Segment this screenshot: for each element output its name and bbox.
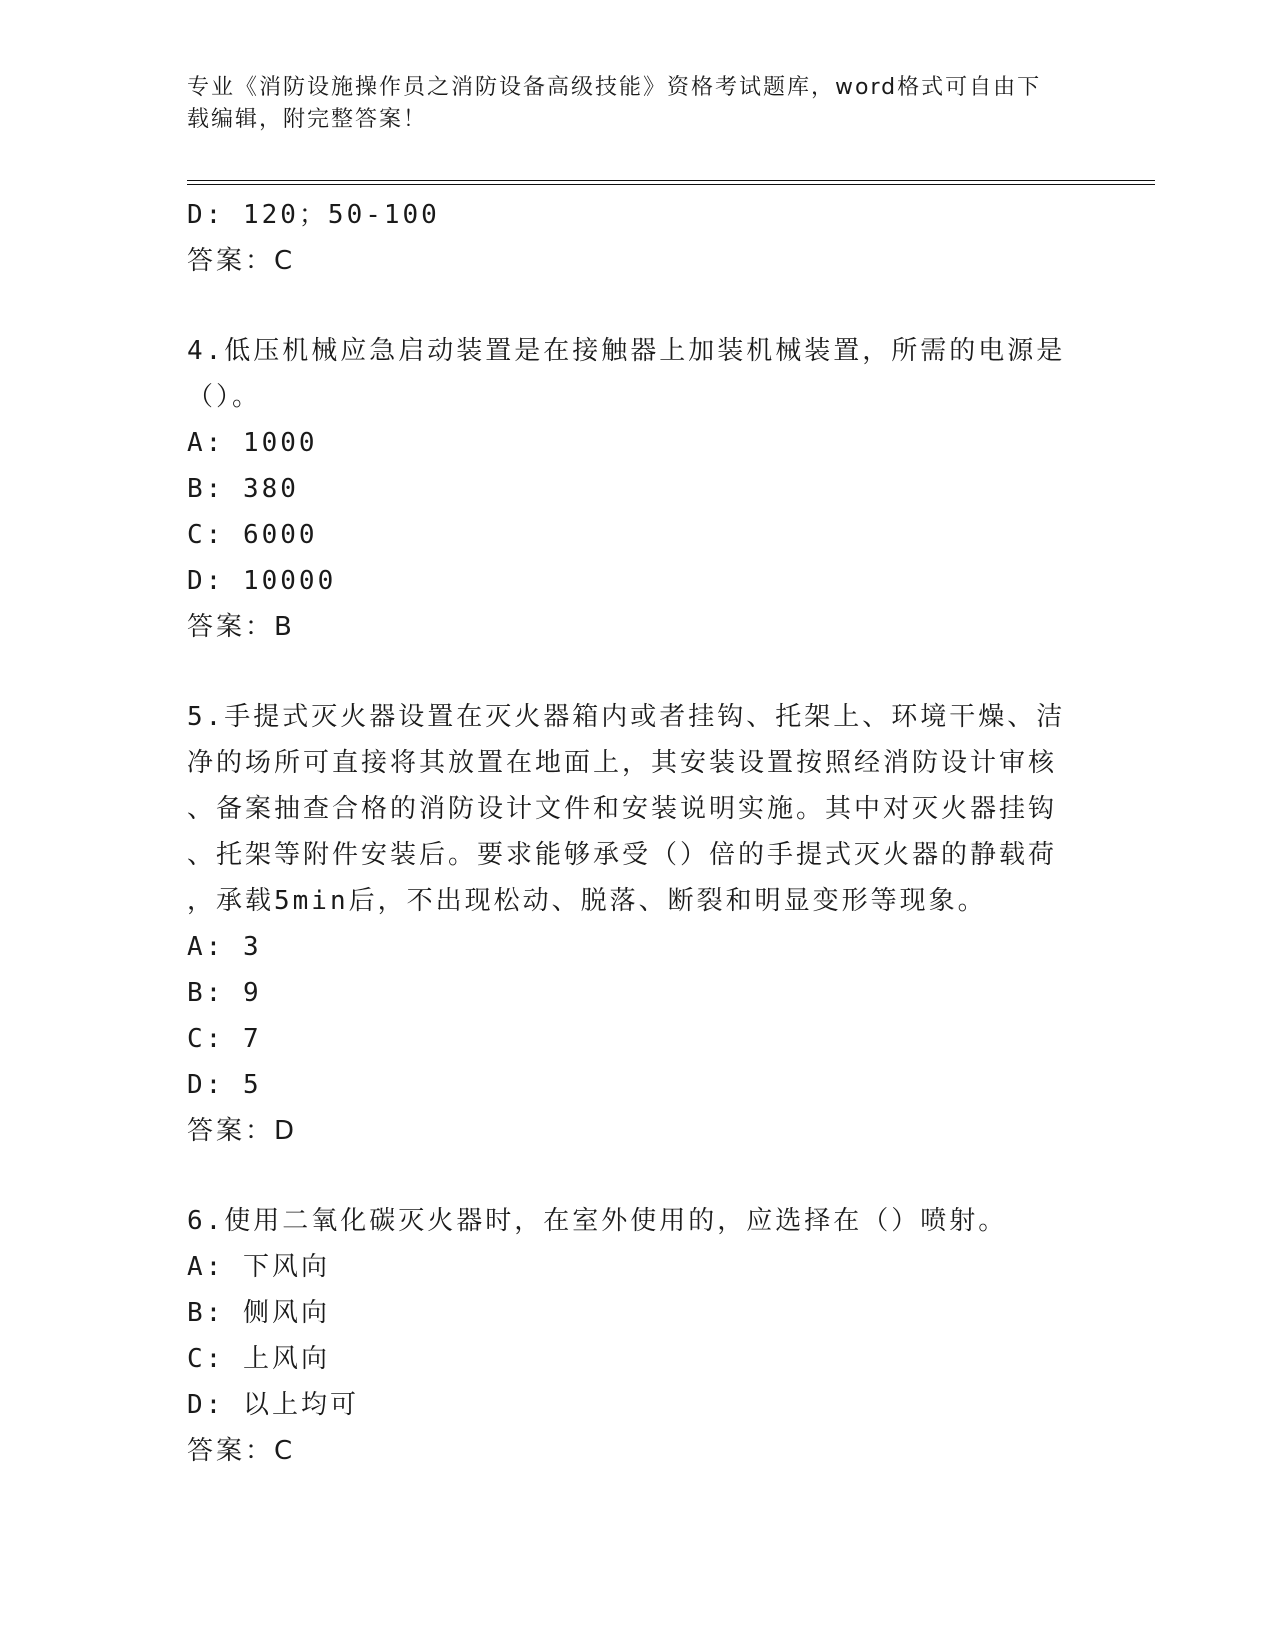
answer: 答案：B <box>187 612 295 642</box>
option-b: B: 侧风向 <box>187 1298 330 1328</box>
option-d: D: 5 <box>187 1070 262 1100</box>
stem-line: 、备案抽查合格的消防设计文件和安装说明实施。其中对灭火器挂钩 <box>187 794 1058 824</box>
document-header <box>187 72 1067 136</box>
option-b: B: 380 <box>187 474 299 504</box>
stem-line: 、托架等附件安装后。要求能够承受（）倍的手提式灭火器的静载荷 <box>187 840 1058 870</box>
option-c: C: 7 <box>187 1024 262 1054</box>
question-4 <box>187 328 1067 650</box>
stem-line: 5.手提式灭火器设置在灭火器箱内或者挂钩、托架上、环境干燥、洁 <box>187 702 1066 732</box>
carry-over-answer: 答案：C <box>187 246 296 276</box>
carry-over-option-d: D: 120；50-100 <box>187 200 440 230</box>
option-a: A: 3 <box>187 932 262 962</box>
spacer <box>187 284 1067 328</box>
question-stem <box>187 694 1067 924</box>
option-a: A: 下风向 <box>187 1252 330 1282</box>
option-b: B: 9 <box>187 978 262 1008</box>
answer: 答案：C <box>187 1436 296 1466</box>
option-c: C: 上风向 <box>187 1344 330 1374</box>
header-divider-bottom <box>187 184 1155 185</box>
option-a: A: 1000 <box>187 428 318 458</box>
answer: 答案：D <box>187 1116 298 1146</box>
spacer <box>187 650 1067 694</box>
stem-line: 4.低压机械应急启动装置是在接触器上加装机械装置，所需的电源是 <box>187 336 1066 366</box>
header-line-2: 载编辑，附完整答案！ <box>187 107 428 132</box>
header-divider-top <box>187 180 1155 181</box>
stem-line: 净的场所可直接将其放置在地面上，其安装设置按照经消防设计审核 <box>187 748 1058 778</box>
stem-line: 6.使用二氧化碳灭火器时，在室外使用的，应选择在（）喷射。 <box>187 1206 1008 1236</box>
stem-line: （）。 <box>187 382 262 412</box>
spacer <box>187 1154 1067 1198</box>
question-6 <box>187 1198 1067 1474</box>
stem-line: ，承载5min后，不出现松动、脱落、断裂和明显变形等现象。 <box>187 886 987 916</box>
option-d: D: 10000 <box>187 566 337 596</box>
option-c: C: 6000 <box>187 520 318 550</box>
question-list <box>187 192 1067 1474</box>
header-line-1: 专业《消防设施操作员之消防设备高级技能》资格考试题库，word格式可自由下 <box>187 75 1042 100</box>
question-stem <box>187 1198 1067 1244</box>
question-5 <box>187 694 1067 1154</box>
option-d: D: 以上均可 <box>187 1390 359 1420</box>
question-stem <box>187 328 1067 420</box>
